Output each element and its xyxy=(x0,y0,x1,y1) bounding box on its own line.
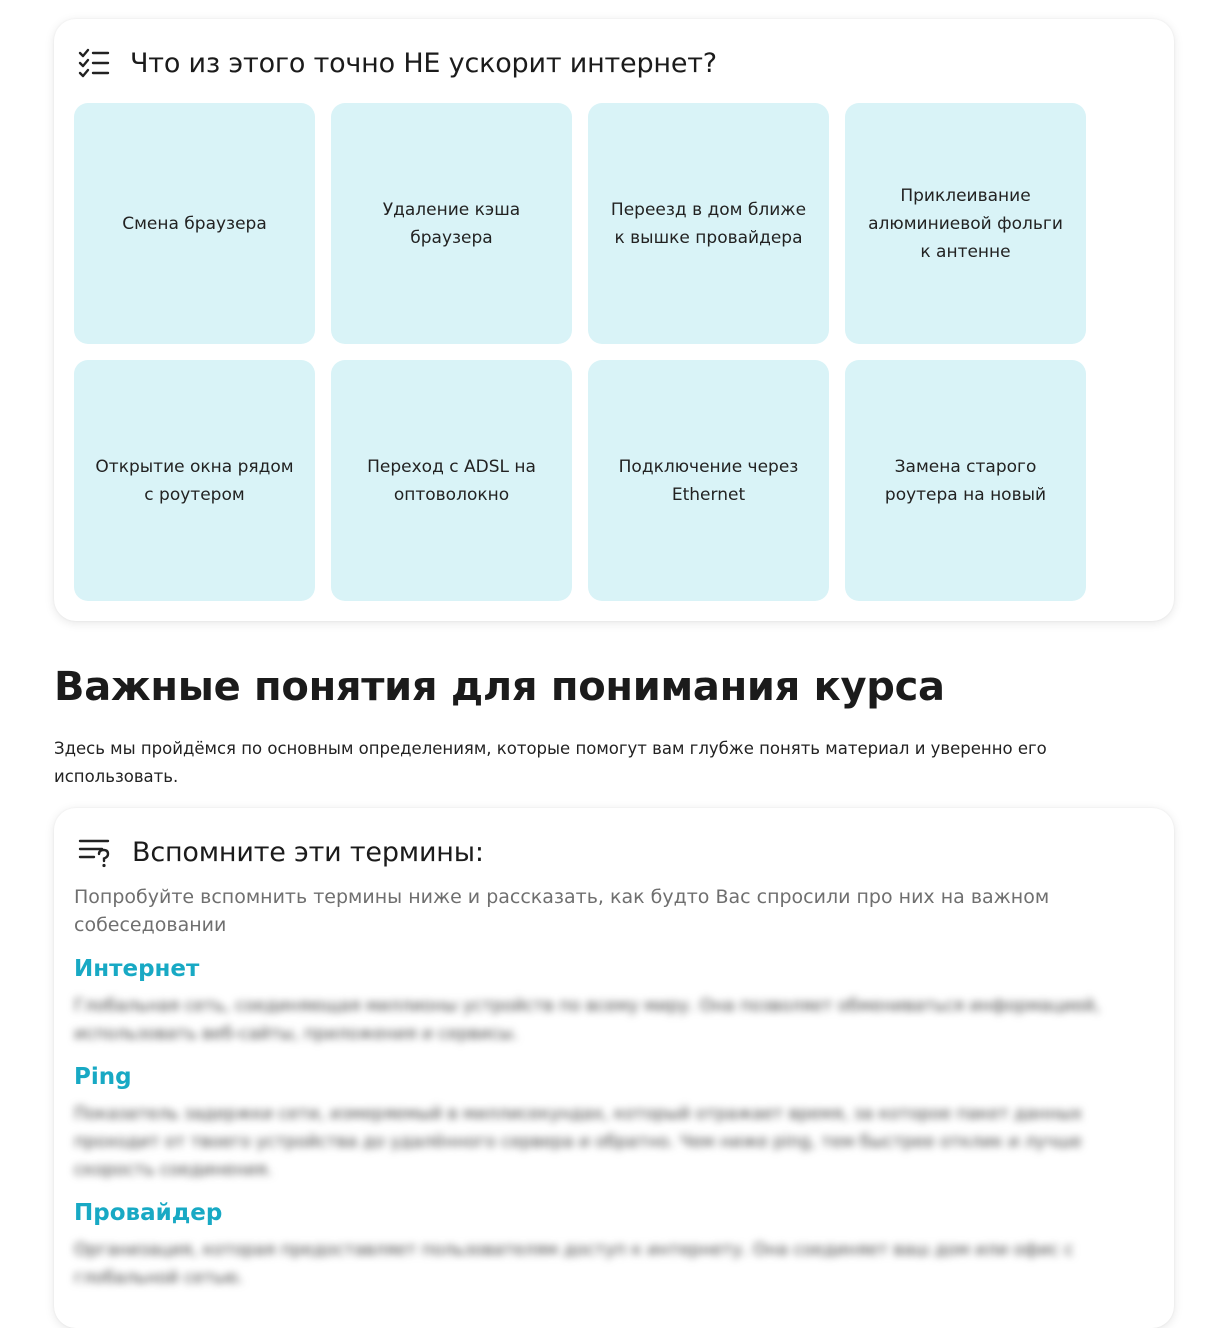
quiz-option[interactable]: Замена старого роутера на новый xyxy=(845,360,1086,601)
section-description: Здесь мы пройдёмся по основным определениям, которые помогут вам глубже понять материал и уверенно его использовать. xyxy=(54,739,1047,786)
term-definition[interactable]: Показатель задержки сети, измеряемый в миллисекундах, который отражает время, за которое пакет данных проходит от твоего устройства до удалённого сервера и обратно. Чем ниже ping, тем быстрее отклик и лучше скорость соединения. xyxy=(74,1104,1083,1180)
term-definition[interactable]: Глобальная сеть, соединяющая миллионы устройств по всему миру. Она позволяет обмениваться информацией, использовать веб-сайты, приложения и сервисы. xyxy=(74,996,1101,1044)
quiz-card xyxy=(54,19,1174,621)
quiz-options xyxy=(74,103,1086,601)
quiz-option[interactable]: Переезд в дом ближе к вышке провайдера xyxy=(588,103,829,344)
terms-header xyxy=(78,832,484,872)
term-title: Ping xyxy=(74,1064,132,1090)
terms-card xyxy=(54,808,1174,1328)
term-item xyxy=(74,1062,1154,1184)
quiz-option[interactable]: Переход с ADSL на оптоволокно xyxy=(331,360,572,601)
term-item xyxy=(74,1198,1154,1292)
quiz-option[interactable]: Открытие окна рядом с роутером xyxy=(74,360,315,601)
quiz-header xyxy=(78,43,717,83)
question-list-icon xyxy=(78,836,112,868)
term-item xyxy=(74,954,1154,1048)
quiz-title: Что из этого точно НЕ ускорит интернет? xyxy=(130,47,717,79)
term-title: Интернет xyxy=(74,956,200,982)
term-definition[interactable]: Организация, которая предоставляет пользователям доступ к интернету. Она соединяет ваш дом или офис с глобальной сетью. xyxy=(74,1240,1074,1288)
term-title: Провайдер xyxy=(74,1200,223,1226)
quiz-option[interactable]: Удаление кэша браузера xyxy=(331,103,572,344)
section-heading: Важные понятия для понимания курса xyxy=(54,664,945,710)
checklist-icon xyxy=(78,47,110,79)
terms-intro: Попробуйте вспомнить термины ниже и рассказать, как будто Вас спросили про них на важном собеседовании xyxy=(74,886,1050,936)
quiz-option[interactable]: Приклеивание алюминиевой фольги к антенне xyxy=(845,103,1086,344)
quiz-option[interactable]: Подключение через Ethernet xyxy=(588,360,829,601)
terms-title: Вспомните эти термины: xyxy=(132,836,484,868)
quiz-option[interactable]: Смена браузера xyxy=(74,103,315,344)
